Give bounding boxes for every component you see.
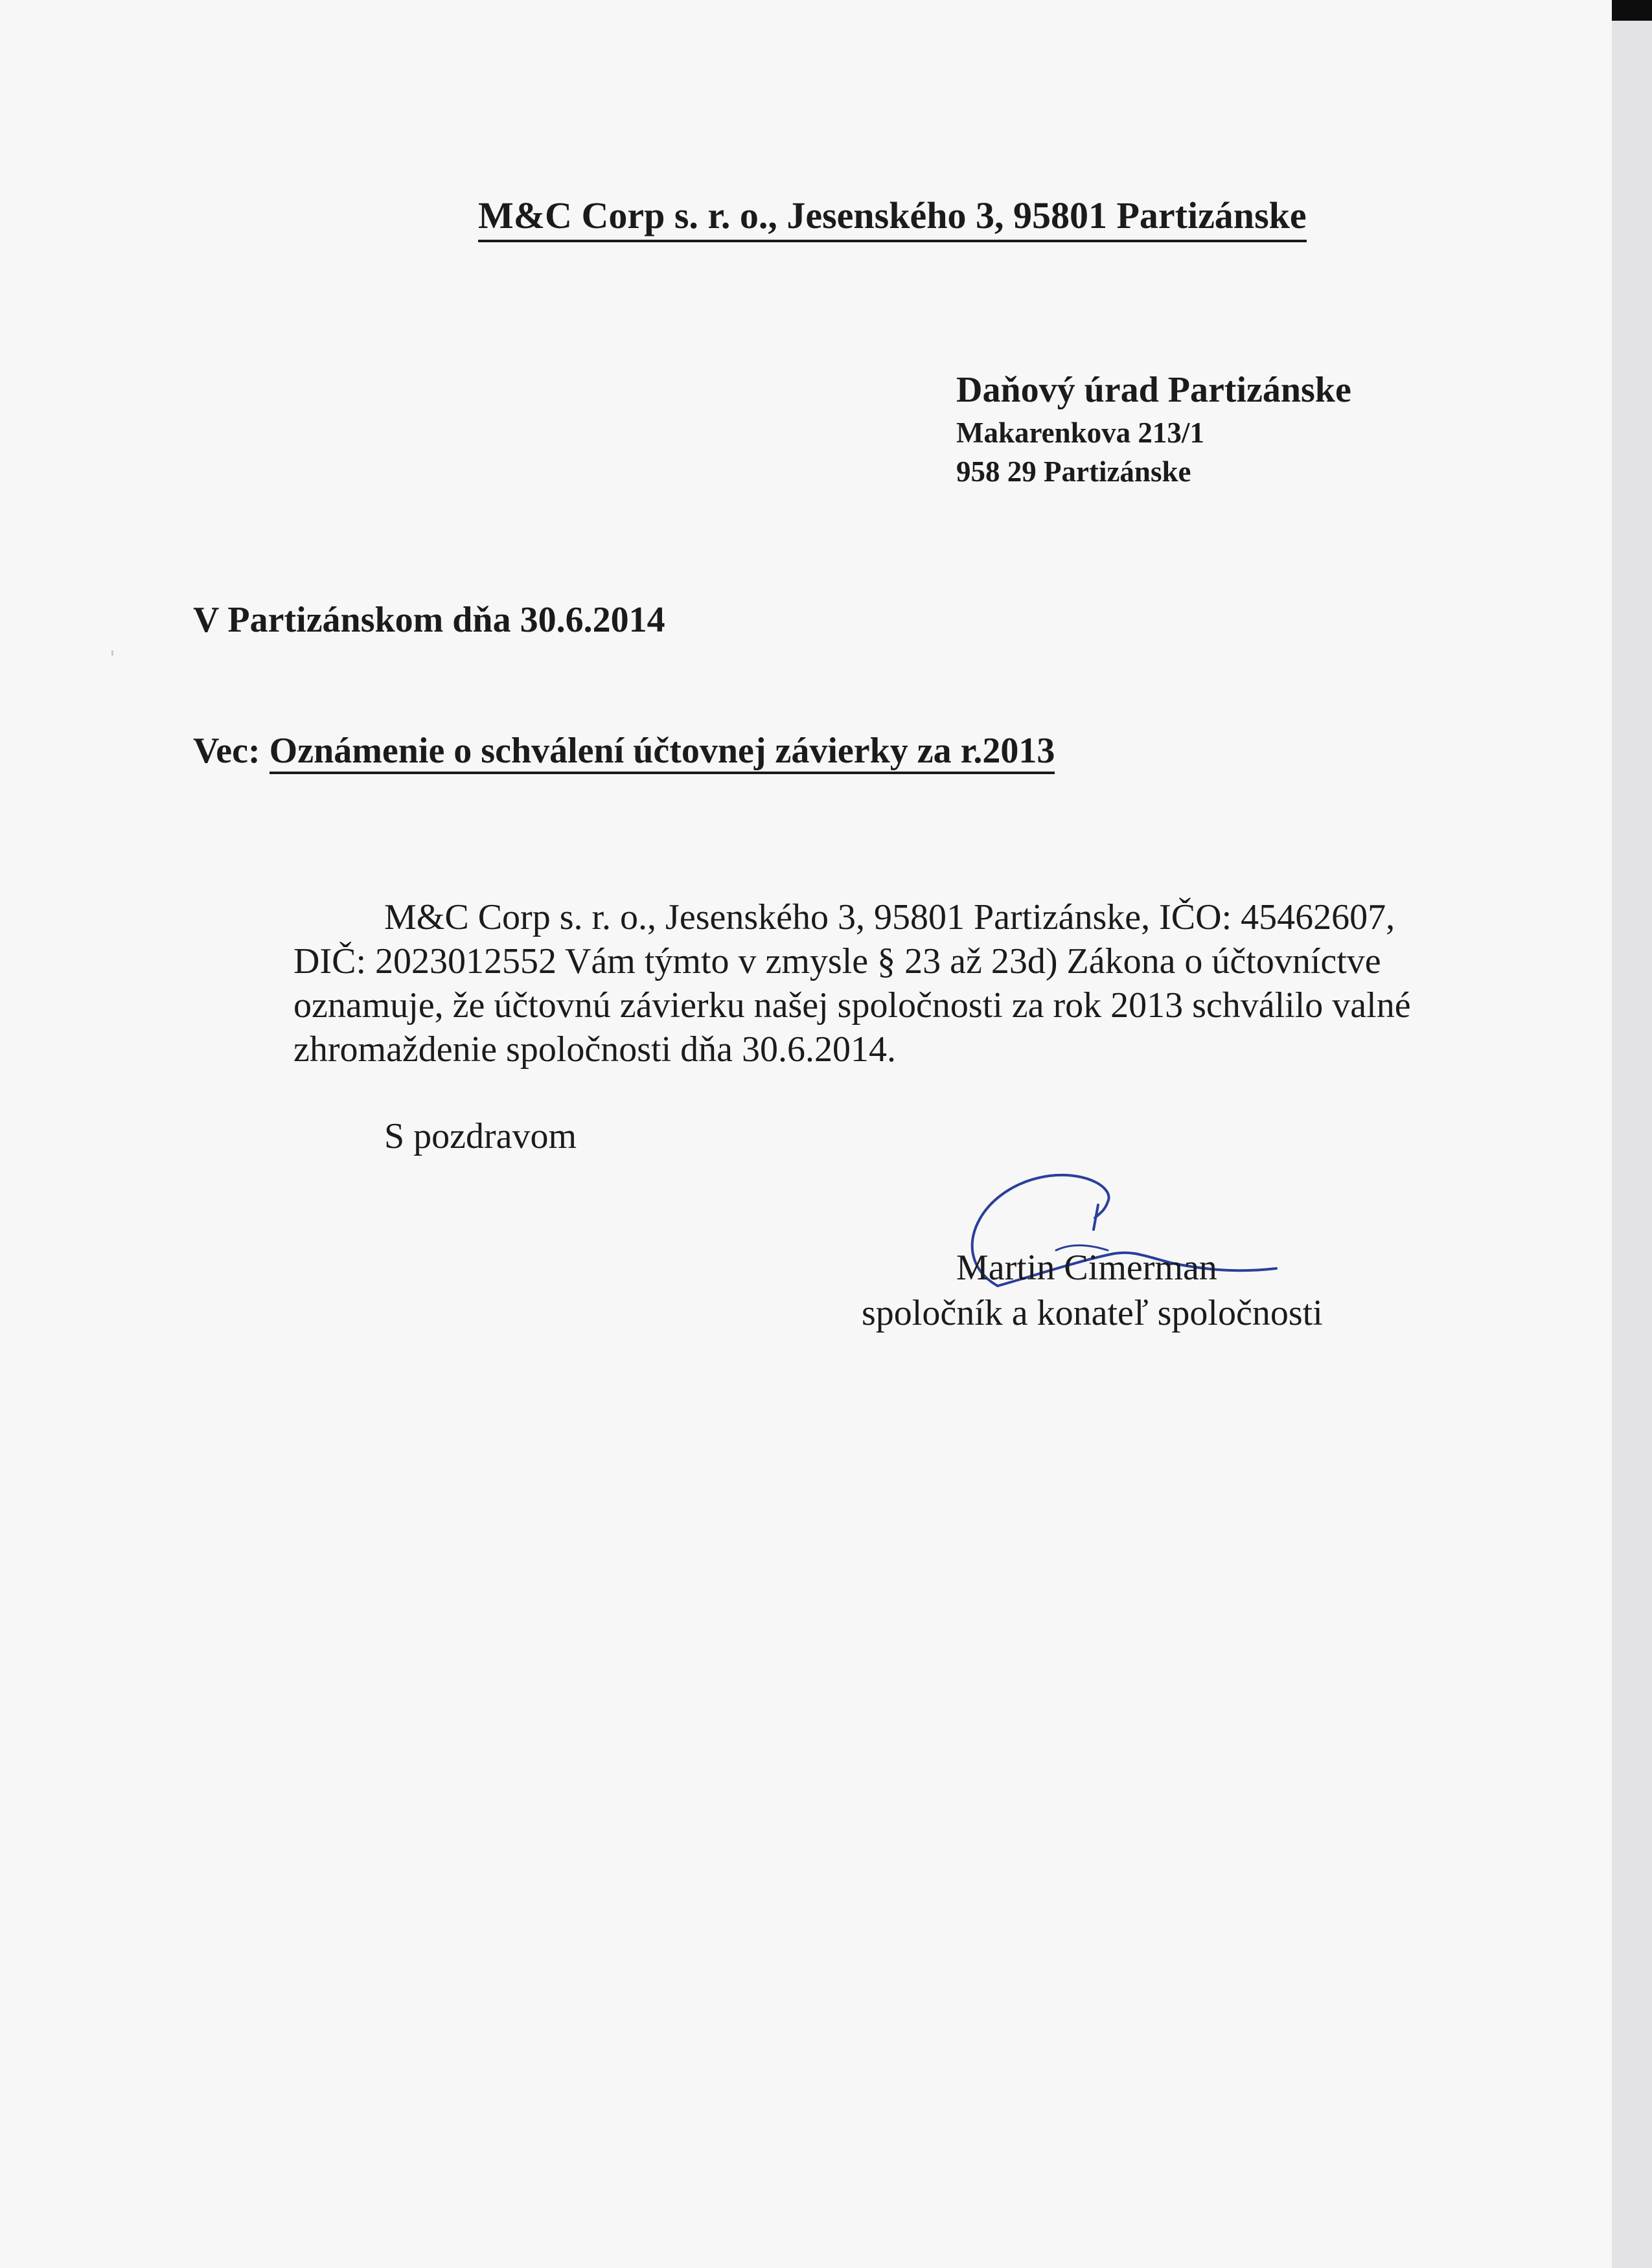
subject-label: Vec: bbox=[193, 731, 260, 771]
signer-role: spoločník a konateľ spoločnosti bbox=[862, 1293, 1323, 1333]
subject-line bbox=[193, 730, 1055, 772]
body-paragraph: M&C Corp s. r. o., Jesenského 3, 95801 Partizánske, IČO: 45462607, DIČ: 2023012552 Vám týmto v zmysle § 23 až 23d) Zákona o účtovníctve oznamuje, že účtovnú závierku našej spoločnosti za rok 2013 schválilo valné zhromaždenie spoločnosti dňa 30.6.2014. bbox=[293, 897, 1411, 1070]
closing-greeting: S pozdravom bbox=[384, 1116, 577, 1156]
recipient-street: Makarenkova 213/1 bbox=[956, 417, 1204, 449]
scan-corner-mark bbox=[1612, 0, 1652, 21]
signer-name: Martin Cimerman bbox=[956, 1248, 1217, 1288]
recipient-name: Daňový úrad Partizánske bbox=[956, 370, 1351, 410]
date-line: V Partizánskom dňa 30.6.2014 bbox=[193, 600, 665, 640]
scan-speck bbox=[111, 650, 113, 656]
letterhead: M&C Corp s. r. o., Jesenského 3, 95801 Partizánske bbox=[478, 193, 1307, 242]
recipient-city: 958 29 Partizánske bbox=[956, 455, 1191, 488]
scan-edge bbox=[1612, 0, 1652, 2268]
recipient-address bbox=[956, 367, 1351, 491]
subject-text: Oznámenie o schválení účtovnej závierky za r.2013 bbox=[270, 731, 1055, 774]
